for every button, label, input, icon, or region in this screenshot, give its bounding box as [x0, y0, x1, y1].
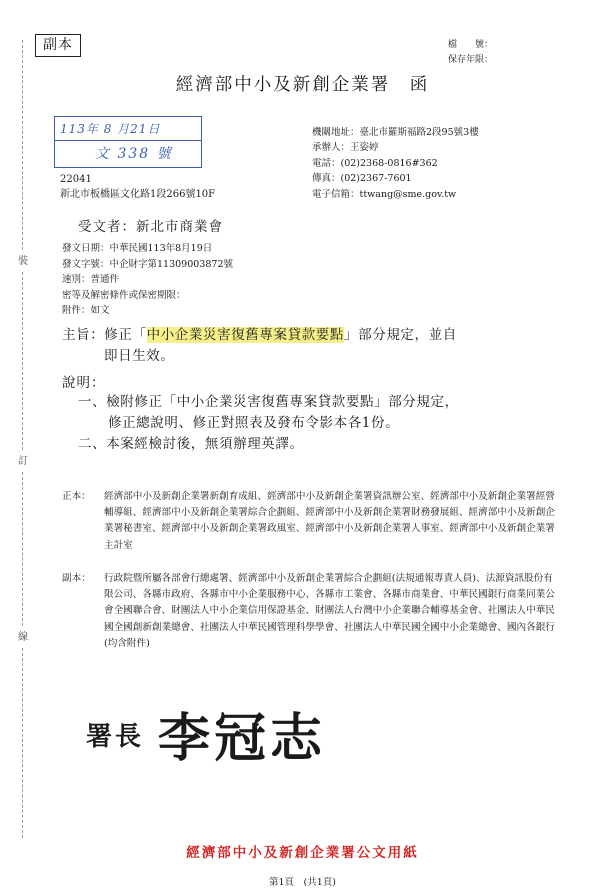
binding-mark-top: 裝	[18, 256, 28, 267]
copy-list: 行政院暨所屬各部會行總處署、經濟部中小及新創企業署綜合企劃組(法規通報專責人員)、法源資訊股份有限公司、各縣市政府、各縣市中小企業服務中心、各縣市工業會、各縣市商業會、中華民國銀行商業同業公會全國聯合會、財團法人中小企業信用保證基金、財團法人台灣中小企業聯合輔導基金會、社團法人中華民國全國創新創業總會、社團法人中華民國管理科學學會、社團法人中華民國全國中小企業總會、國內各銀行(均含附件)	[104, 573, 555, 649]
file-no-label: 檔 號：	[447, 40, 493, 50]
signature-title: 署長	[86, 722, 145, 752]
handler-label: 承辦人：	[312, 142, 351, 154]
document-title: 經濟部中小及新創企業署 函	[175, 75, 430, 95]
original-list: 經濟部中小及新創企業署新創育成組、經濟部中小及新創企業署資訊辦公室、經濟部中小及新創企業署經營輔導組、經濟部中小及新創企業署綜合企劃組、經濟部中小及新創企業署財務發展組、經濟部中小及新創企業署秘書室、經濟部中小及新創企業署政風室、經濟部中小及新創企業署人事室、經濟部中小及新創企業署主計室	[104, 491, 555, 551]
binding-mark-bottom: 線	[18, 632, 28, 643]
agency-info	[312, 125, 479, 202]
original-distribution	[62, 489, 556, 554]
copy-label: 副本：	[62, 573, 91, 584]
issue-number: 發文字號：中企財字第11309003872號	[62, 258, 233, 270]
explanation-body	[78, 392, 558, 455]
letterhead-footer: 經濟部中小及新創企業署公文用紙	[186, 845, 419, 861]
subject-highlight: 中小企業災害復舊專案貸款要點	[146, 327, 345, 343]
agency-address-label: 機關地址：	[312, 127, 360, 138]
handler-name: 王姿婷	[350, 142, 379, 154]
copy-stamp: 副本	[35, 34, 81, 57]
attachment-note: 附件：如文	[62, 305, 110, 317]
street-address: 新北市板橋區文化路1段266號10F	[60, 189, 216, 200]
received-stamp	[54, 116, 202, 168]
document-meta	[62, 241, 233, 319]
recipient: 受文者：新北市商業會	[78, 219, 223, 235]
fax-label: 傳真：	[312, 173, 341, 185]
speed-class: 速別：普通件	[62, 274, 120, 286]
copy-distribution	[62, 571, 556, 652]
page-number: 第1頁 (共1頁)	[268, 877, 336, 888]
email-label: 電子信箱：	[312, 188, 360, 200]
email-address: ttwang@sme.gov.tw	[359, 188, 457, 200]
retention-label: 保存年限：	[447, 55, 493, 65]
recipient-address	[60, 172, 215, 202]
explanation-item-2: 二、本案經檢討後，無須辦理英譯。	[78, 436, 304, 452]
subject	[62, 325, 552, 367]
subject-prefix: 主旨：修正「	[62, 327, 147, 343]
received-date: 113年 8 月21日	[60, 122, 161, 136]
binding-mark-middle: 訂	[18, 456, 28, 467]
subject-suffix: 」部分規定，並自	[344, 327, 457, 343]
phone-number: (02)2368-0816#362	[340, 157, 438, 169]
file-info	[448, 38, 493, 68]
phone-label: 電話：	[312, 157, 341, 169]
issue-date: 發文日期：中華民國113年8月19日	[62, 243, 213, 254]
subject-continuation: 即日生效。	[104, 348, 175, 364]
explanation-item-1: 一、檢附修正「中小企業災害復舊專案貸款要點」部分規定，	[78, 394, 459, 410]
secrecy-level: 密等及解密條件或保密期限：	[62, 289, 186, 301]
fax-number: (02)2367-7601	[340, 173, 412, 185]
postal-code: 22041	[60, 174, 92, 185]
explanation-heading: 說明：	[62, 375, 106, 391]
original-label: 正本：	[62, 491, 91, 502]
agency-address: 臺北市羅斯福路2段95號3樓	[359, 127, 479, 138]
received-number: 文 338 號	[95, 146, 173, 162]
signature-name: 李冠志	[158, 708, 327, 769]
explanation-item-1-cont: 修正總說明、修正對照表及發布令影本各1份。	[108, 415, 400, 431]
